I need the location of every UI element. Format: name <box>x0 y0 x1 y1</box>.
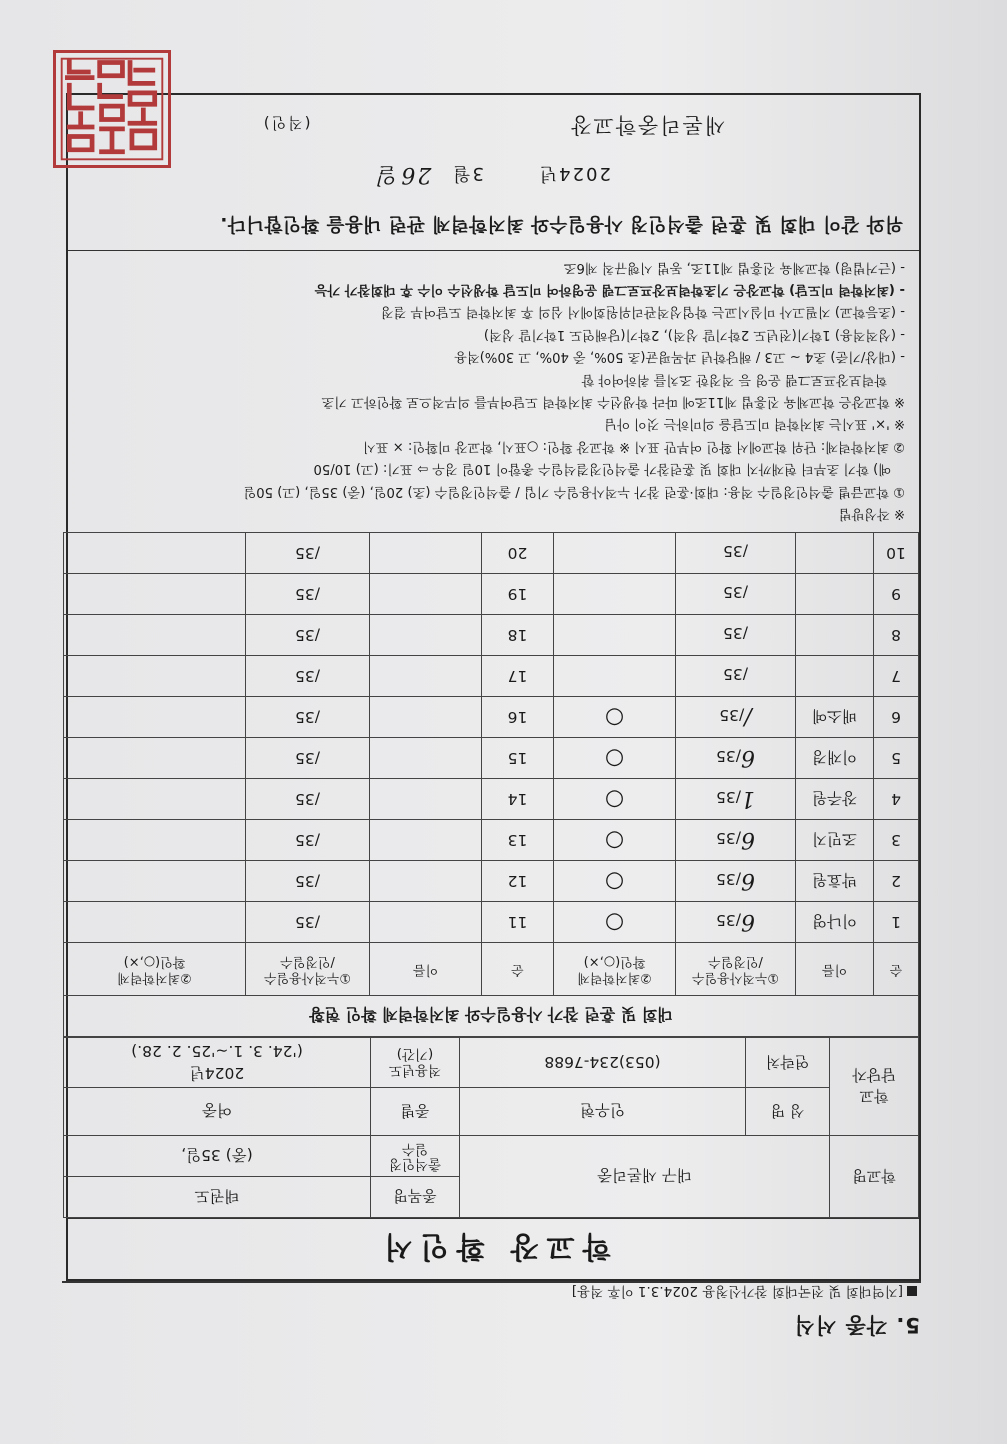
seal-note: (직인) <box>261 114 311 133</box>
row-no: 5 <box>874 738 919 779</box>
row-no: 3 <box>874 820 919 861</box>
used-days-handwritten: 1 <box>740 786 755 812</box>
student-name-2 <box>370 861 482 902</box>
row-no: 9 <box>874 574 919 615</box>
student-name-2 <box>370 656 482 697</box>
recognized-days-total: /35 <box>723 665 748 684</box>
student-name-2 <box>370 902 482 943</box>
student-name <box>796 533 874 574</box>
used-days <box>676 533 796 574</box>
recognized-days-total: /35 <box>295 544 320 562</box>
status-header-row <box>63 943 918 996</box>
row-no: 10 <box>874 533 919 574</box>
contact-label: 연락처 <box>746 1038 830 1088</box>
status-row <box>63 697 918 738</box>
manager-label: 학교 담당자 <box>830 1038 919 1136</box>
status-row <box>63 779 918 820</box>
note-line: ※ 학교장은 학교체육 진흥법 제11조에 따라 학생선수 최저학력 도달여부를 의무적으로 확인하고 기초 <box>321 393 905 409</box>
type-value: 여중 <box>63 1088 370 1136</box>
status-table <box>63 532 919 1037</box>
used-days-handwritten: / <box>744 704 752 730</box>
period-value: 2024년 ('24. 3. 1.~'25. 2. 28.) <box>63 1038 370 1088</box>
date-month: 3월 <box>451 163 484 185</box>
recognized-days-total: /35 <box>295 790 320 808</box>
student-name: 배소예 <box>796 697 874 738</box>
note-line: ② 최저학력제: 단위 학교에서 확인 여부만 표시 ※ 학교장 확인: ○표시, 학교장 미확인: × 표시 <box>362 438 905 454</box>
document-title: 학교장 확인서 <box>68 1218 919 1279</box>
school-name-label: 학교명 <box>830 1136 919 1218</box>
row-no-2: 20 <box>482 533 554 574</box>
note-line: ① 학교급별 출석인정일수 적용: 대회·훈련 참가 누적사용일수 기입 / 출석인정일수 (초) 20일, (중) 35일, (고) 50일 <box>243 483 905 499</box>
academic-check-2 <box>63 574 245 615</box>
confirmation-date <box>84 161 903 192</box>
note-line: - (초등학교) 지필고사 미실시교는 학업성적관리위원회에서 심의 후 최저학력 도달여부 결정 <box>380 304 905 320</box>
header-min-academic-2: ②최저학력제 확인(○,×) <box>63 943 245 996</box>
principal-role: 새론리중학교장 <box>569 113 726 138</box>
used-days-handwritten: 6 <box>740 827 755 853</box>
academic-check <box>554 615 676 656</box>
academic-check <box>554 656 676 697</box>
school-info-table <box>63 1037 919 1218</box>
header-name-2: 이름 <box>370 943 482 996</box>
row-no-2: 13 <box>482 820 554 861</box>
academic-check-2 <box>63 533 245 574</box>
academic-check-2 <box>63 779 245 820</box>
student-name-2 <box>370 697 482 738</box>
academic-check: ○ <box>554 738 676 779</box>
note-line: 예) 학기 초부터 현재까지 대회 및 훈련참가 출석인정결석일수 총합이 10일 경우 ⇨ 표기: (고) 10/50 <box>313 461 891 477</box>
academic-check <box>554 533 676 574</box>
recognized-days-total: /35 <box>295 749 320 767</box>
confirmation-section <box>68 111 919 250</box>
date-day: 26일 <box>376 162 432 188</box>
recognized-days-value: (중) 35일, <box>63 1136 370 1177</box>
recognized-days-total: /35 <box>716 747 741 766</box>
period-label: 적용년도 (기간) <box>370 1038 459 1088</box>
academic-check: ○ <box>554 861 676 902</box>
student-name: 박효원 <box>796 861 874 902</box>
category-text: [지역대회 및 전국대회 참가신청용 2024.3.1 이후 적용] <box>571 1283 903 1299</box>
category-line <box>62 1281 921 1303</box>
row-no-2: 19 <box>482 574 554 615</box>
recognized-days-total: /35 <box>295 872 320 890</box>
row-no-2: 15 <box>482 738 554 779</box>
student-name <box>796 615 874 656</box>
used-days <box>676 656 796 697</box>
status-row <box>63 533 918 574</box>
seal-graphic <box>56 53 168 165</box>
note-line: ※ '×' 표시는 최저학력 미도달을 의미하는 것이 아님 <box>604 416 905 432</box>
row-no-2: 18 <box>482 615 554 656</box>
official-seal-stamp <box>53 50 171 168</box>
student-name: 이재경 <box>796 738 874 779</box>
notes-heading: ※ 작성방법 <box>838 506 905 521</box>
note-line: 학력보장프로그램 운영 등 적정한 조치를 취하여야 함 <box>581 371 887 387</box>
student-name: 조민지 <box>796 820 874 861</box>
header-min-academic: ②최저학력제 확인(○,×) <box>554 943 676 996</box>
status-row <box>63 861 918 902</box>
contact-value: (053)234-7688 <box>459 1038 745 1088</box>
recognized-days-total: /35 <box>295 626 320 644</box>
used-days-2 <box>246 820 370 861</box>
student-name: 장주원 <box>796 779 874 820</box>
academic-check <box>554 574 676 615</box>
status-row <box>63 738 918 779</box>
header-no: 순 <box>874 943 919 996</box>
confirmation-text: 위와 같이 대회 및 훈련 출석인정 사용일수와 최저학력제 관련 내용을 확인합니다. <box>219 213 903 235</box>
recognized-days-total: /35 <box>716 829 741 848</box>
row-no: 6 <box>874 697 919 738</box>
used-days <box>676 779 796 820</box>
header-used-days-2: ①누적사용일수 /인정일수 <box>246 943 370 996</box>
used-days-handwritten: 6 <box>740 745 755 771</box>
status-row <box>63 615 918 656</box>
form-frame <box>66 93 921 1281</box>
recognized-days-total: /35 <box>716 911 741 930</box>
row-no-2: 16 <box>482 697 554 738</box>
used-days-2 <box>246 574 370 615</box>
student-name-2 <box>370 738 482 779</box>
row-no-2: 11 <box>482 902 554 943</box>
used-days <box>676 738 796 779</box>
status-row <box>63 656 918 697</box>
recognized-days-label: 출석인정 일수 <box>370 1136 459 1177</box>
recognized-days-total: /35 <box>716 870 741 889</box>
used-days <box>676 902 796 943</box>
recognized-days-total: /35 <box>716 788 741 807</box>
status-row <box>63 574 918 615</box>
recognized-days-total: /35 <box>723 583 748 602</box>
note-line: - (근거법령) 학교체육 진흥법 제11조, 동법 시행규칙 제6조 <box>563 259 905 275</box>
academic-check-2 <box>63 738 245 779</box>
row-no-2: 17 <box>482 656 554 697</box>
note-line: - (최저학력 미도달) 학교장은 기초학력보장프로그램 운영하여 미도달 학생선수 이수 후 대회참가 가능 <box>314 281 905 297</box>
used-days-2 <box>246 533 370 574</box>
used-days-2 <box>246 861 370 902</box>
recognized-days-total: /35 <box>723 542 748 561</box>
used-days-2 <box>246 615 370 656</box>
row-no: 8 <box>874 615 919 656</box>
academic-check-2 <box>63 902 245 943</box>
used-days-2 <box>246 656 370 697</box>
used-days <box>676 861 796 902</box>
header-no-2: 순 <box>482 943 554 996</box>
used-days-2 <box>246 738 370 779</box>
recognized-days-total: /35 <box>295 667 320 685</box>
notes-section <box>68 250 919 532</box>
used-days <box>676 820 796 861</box>
academic-check: ○ <box>554 779 676 820</box>
recognized-days-total: /35 <box>719 706 745 725</box>
section-title: 5. 각종 서식 <box>793 1313 920 1337</box>
type-label: 종별 <box>370 1088 459 1136</box>
academic-check: ○ <box>554 820 676 861</box>
student-name-2 <box>370 820 482 861</box>
used-days <box>676 697 796 738</box>
student-name-2 <box>370 574 482 615</box>
row-no: 1 <box>874 902 919 943</box>
recognized-days-total: /35 <box>295 585 320 603</box>
used-days <box>676 574 796 615</box>
square-bullet-icon <box>907 1286 917 1296</box>
status-body <box>63 533 918 943</box>
student-name: 이나영 <box>796 902 874 943</box>
status-row <box>63 902 918 943</box>
academic-check: ○ <box>554 697 676 738</box>
used-days-2 <box>246 697 370 738</box>
row-no-2: 14 <box>482 779 554 820</box>
academic-check: ○ <box>554 902 676 943</box>
recognized-days-total: /35 <box>295 708 320 726</box>
status-table-title: 대회 및 훈련 참가 사용일수와 최저학력제 확인 현황 <box>63 996 918 1037</box>
row-no: 2 <box>874 861 919 902</box>
academic-check-2 <box>63 861 245 902</box>
used-days <box>676 615 796 656</box>
used-days-2 <box>246 779 370 820</box>
school-name-value: 대구 새론리중 <box>459 1136 829 1218</box>
row-no: 7 <box>874 656 919 697</box>
note-line: - (대상/기준) 초4 ~ 고3 / 해당학년 과목평균(초 50%, 중 40%, 고 30%)적용 <box>454 349 905 365</box>
academic-check-2 <box>63 697 245 738</box>
manager-name-value: 인우현 <box>459 1088 745 1136</box>
recognized-days-total: /35 <box>295 831 320 849</box>
sport-label: 종목명 <box>370 1177 459 1218</box>
status-row <box>63 820 918 861</box>
recognized-days-total: /35 <box>723 624 748 643</box>
academic-check-2 <box>63 615 245 656</box>
row-no-2: 12 <box>482 861 554 902</box>
academic-check-2 <box>63 820 245 861</box>
student-name <box>796 574 874 615</box>
sport-value: 태권도 <box>63 1177 370 1218</box>
header-used-days: ①누적사용일수 /인정일수 <box>676 943 796 996</box>
note-line: - (성적적용) 1학기(전년도 2학기말 성적), 2학기(당해연도 1학기말 성적) <box>483 326 905 342</box>
recognized-days-total: /35 <box>295 913 320 931</box>
used-days-handwritten: 6 <box>740 868 755 894</box>
student-name-2 <box>370 779 482 820</box>
academic-check-2 <box>63 656 245 697</box>
student-name <box>796 656 874 697</box>
student-name-2 <box>370 615 482 656</box>
row-no: 4 <box>874 779 919 820</box>
student-name-2 <box>370 533 482 574</box>
name-label: 성 명 <box>746 1088 830 1136</box>
used-days-handwritten: 6 <box>740 909 755 935</box>
used-days-2 <box>246 902 370 943</box>
date-year: 2024년 <box>537 163 611 185</box>
principal-signature <box>84 111 903 141</box>
header-name: 이름 <box>796 943 874 996</box>
